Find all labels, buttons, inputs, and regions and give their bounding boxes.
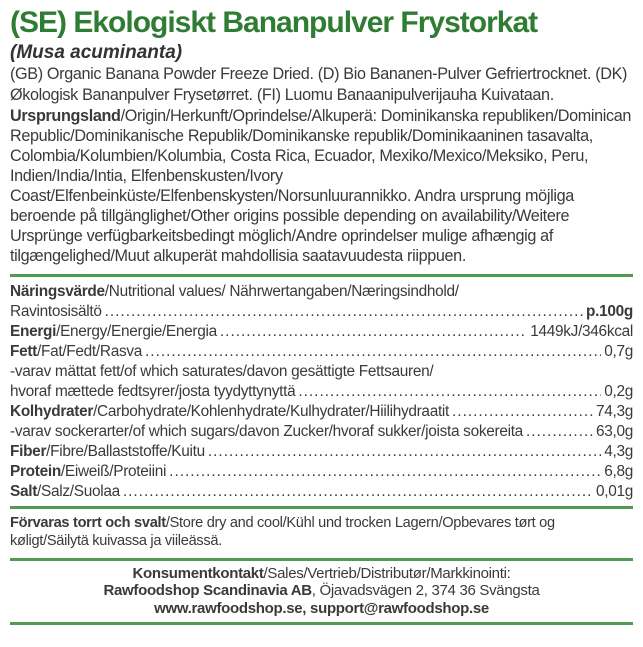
nutrition-row-value: 0,01g xyxy=(595,483,633,501)
nutrition-row-value: 4,3g xyxy=(604,443,633,461)
nutrition-row-salt xyxy=(10,482,633,502)
page-title: (SE) Ekologiskt Bananpulver Frystorkat xyxy=(10,6,538,39)
nutrition-row-value: p.100g xyxy=(586,303,633,321)
dot-leader xyxy=(526,422,593,442)
nutrition-row-value: 0,7g xyxy=(604,343,633,361)
nutrition-row-label xyxy=(10,382,295,402)
dot-leader xyxy=(298,382,601,402)
dot-leader xyxy=(169,462,601,482)
label-bold: Fett xyxy=(10,343,38,361)
contact-web-email: www.rawfoodshop.se, support@rawfoodshop.se xyxy=(154,599,489,617)
nutrition-row-label xyxy=(10,422,523,442)
dot-leader xyxy=(220,322,527,342)
translations-paragraph: (GB) Organic Banana Powder Freeze Dried. (D) Bio Bananen-Pulver Gefriertrocknet. (DK) Økologisk Bananpulver Frysetørret. (FI) Luomu Banaanipulverijauha Kuivataan. xyxy=(10,65,628,104)
nutrition-row-protein xyxy=(10,462,633,482)
storage-paragraph xyxy=(10,515,633,551)
storage-text: /Store dry and cool/Kühl und trocken Lagern/Opbevares tørt og køligt/Säilytä kuivassa ja viileässä. xyxy=(10,515,555,550)
divider-rule-above-contact xyxy=(10,558,633,561)
nutrition-row-label xyxy=(10,482,120,502)
label-bold: Näringsvärde xyxy=(10,283,105,301)
nutrition-row-value: 1449kJ/346kcal xyxy=(530,323,633,341)
dot-leader xyxy=(208,442,601,462)
contact-line-1-rest: /Sales/Vertrieb/Distributør/Markkinointi: xyxy=(263,564,511,582)
label-rest: /Eiweiß/Proteiini xyxy=(60,463,167,481)
label-bold: Kolhydrater xyxy=(10,403,94,421)
nutrition-row-label xyxy=(10,362,433,382)
dot-leader xyxy=(105,302,583,322)
label-bold: Fiber xyxy=(10,443,47,461)
contact-label: Konsumentkontakt xyxy=(132,564,264,582)
nutrition-row-label xyxy=(10,462,166,482)
origin-text: /Origin/Herkunft/Oprindelse/Alkuperä: Dominikanska republiken/Dominican Republic/Dominikanische Republik/Dominikanske republik/Dominikaaninen tasavalta, Colombia/Kolumbien/Kolumbia, Costa Rica, Ecuador, Mexiko/Mexico/Meksiko, Peru, Indien/India/Intia, Elfenbenskusten/Ivory Coast/Elfenbeinküste/Elfenbenskysten/Norsunluurannikko. Andra ursprung möjliga beroende på tillgänglighet/Other origins possible depending on availability/Weitere Ursprünge verfügbarkeitsbedingt möglich/Andre oprindelser mulige afhængig af tilgængelighed/Muut alkuperät mahdollisia saatavuudesta riippuen. xyxy=(10,106,632,266)
latin-name: (Musa acuminanta) xyxy=(10,41,183,63)
dot-leader xyxy=(145,342,601,362)
label-rest: /Energy/Energie/Energia xyxy=(56,323,217,341)
nutrition-row-label xyxy=(10,302,102,322)
nutrition-row-label xyxy=(10,322,217,342)
contact-block xyxy=(10,565,633,617)
origin-label: Ursprungsland xyxy=(10,106,121,125)
label-bold: Salt xyxy=(10,483,38,501)
label-rest: /Salz/Suolaa xyxy=(37,483,120,501)
company-name: Rawfoodshop Scandinavia AB xyxy=(103,582,312,600)
label-rest: Ravintosisältö xyxy=(10,303,102,321)
nutrition-row-label xyxy=(10,442,205,462)
storage-label: Förvaras torrt och svalt xyxy=(10,515,166,532)
label-rest: hvoraf mættede fedtsyrer/josta tyydyttynyttä xyxy=(10,383,296,401)
dot-leader xyxy=(123,482,593,502)
nutrition-row-fat xyxy=(10,342,633,362)
label-rest: -varav sockerarter/of which sugars/davon Zucker/hvoraf sukker/joista sokereita xyxy=(10,423,523,441)
origin-paragraph xyxy=(10,106,633,267)
nutrition-header-row xyxy=(10,282,633,302)
nutrition-row-saturates-line2 xyxy=(10,382,633,402)
nutrition-row-value: 74,3g xyxy=(595,403,633,421)
label-bold: Protein xyxy=(10,463,61,481)
label-bold: Energi xyxy=(10,323,57,341)
divider-rule-top xyxy=(10,274,633,277)
nutrition-row-value: 63,0g xyxy=(595,423,633,441)
label-rest: /Carbohydrate/Kohlenhydrate/Kulhydrater/Hiilihydraatit xyxy=(93,403,450,421)
company-address: , Öjavadsvägen 2, 374 36 Svängsta xyxy=(311,582,540,600)
nutrition-table xyxy=(10,282,633,502)
divider-rule-bottom xyxy=(10,622,633,625)
nutrition-row-value: 6,8g xyxy=(604,463,633,481)
label-rest: /Nutritional values/ Nährwertangaben/Næringsindhold/ xyxy=(104,283,459,301)
nutrition-row-sugars xyxy=(10,422,633,442)
label-rest: -varav mättat fett/of which saturates/davon gesättigte Fettsauren/ xyxy=(10,363,434,381)
nutrition-row-label xyxy=(10,282,459,302)
nutrition-row-label xyxy=(10,342,142,362)
nutrition-row-saturates-line1 xyxy=(10,362,633,382)
nutrition-row-label xyxy=(10,402,449,422)
nutrition-row-fibre xyxy=(10,442,633,462)
label-rest: /Fat/Fedt/Rasva xyxy=(37,343,143,361)
nutrition-row-per-100g xyxy=(10,302,633,322)
nutrition-row-carbohydrate xyxy=(10,402,633,422)
nutrition-row-value: 0,2g xyxy=(604,383,633,401)
contact-line-1 xyxy=(10,565,633,582)
label-rest: /Fibre/Ballaststoffe/Kuitu xyxy=(46,443,205,461)
dot-leader xyxy=(452,402,593,422)
nutrition-row-energy xyxy=(10,322,633,342)
contact-line-2 xyxy=(10,582,633,599)
divider-rule-below-nutrition xyxy=(10,506,633,509)
